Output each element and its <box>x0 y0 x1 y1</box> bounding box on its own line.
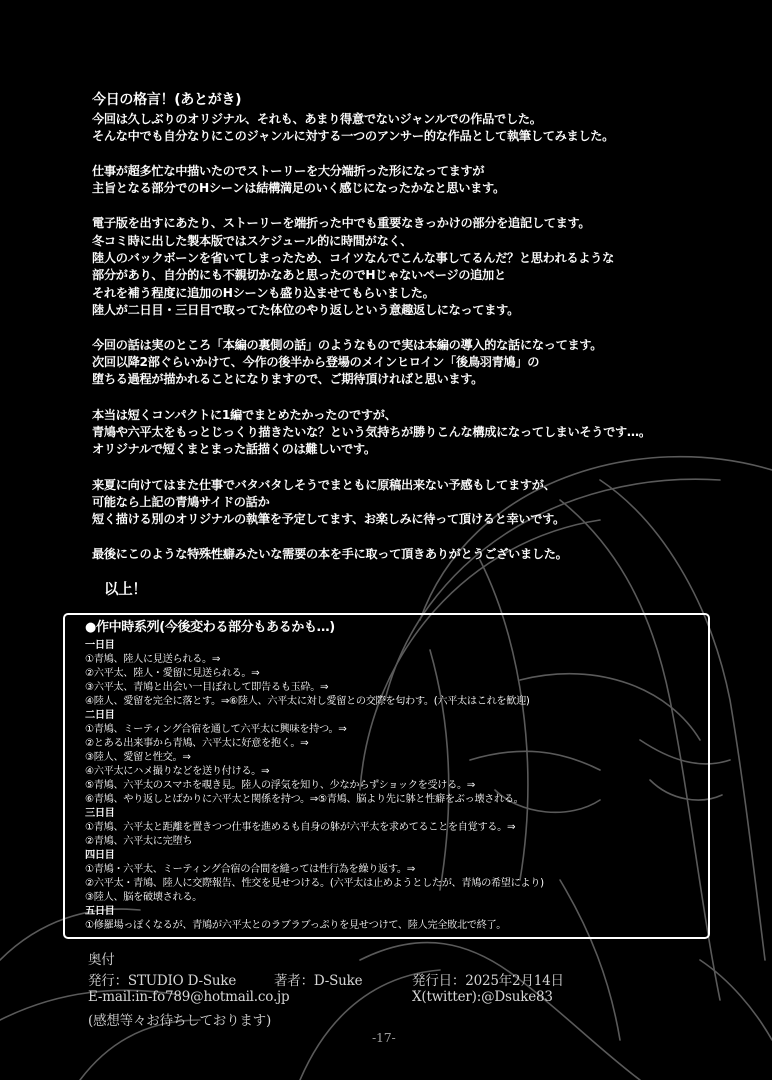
afterword-line: そんな中でも自分なりにこのジャンルに対する一つのアンサー的な作品として執筆してみました。 <box>92 129 615 143</box>
colophon-twitter: X(twitter):@Dsuke83 <box>412 989 553 1005</box>
afterword-heading: 今日の格言！(あとがき) <box>92 92 242 108</box>
afterword-line: 最後にこのような特殊性癖みたいな需要の本を手に取って頂きありがとうございました。 <box>92 547 568 561</box>
afterword-line: 部分があり、自分的にも不親切かなあと思ったのでHじゃないページの追加と <box>92 268 506 282</box>
timeline-event: ⑥青鳩、やり返しとばかりに六平太と関係を持つ。⇒⑤青鳩、脳より先に躰と性癖をぶっ壊される。 <box>85 794 524 805</box>
timeline-box <box>63 613 710 939</box>
afterword-line: 来夏に向けてはまた仕事でバタバタしそうでまともに原稿出来ない予感もしてますが、 <box>92 478 556 492</box>
timeline-day-label: 四日目 <box>85 850 115 861</box>
timeline-day-label: 一日目 <box>85 640 115 651</box>
timeline-event: ①青鳩、ミーティング合宿を通して六平太に興味を持つ。⇒ <box>85 724 347 735</box>
colophon-date: 発行日：2025年2月14日 <box>412 973 564 989</box>
timeline-event: ②六平太、陸人・愛留に見送られる。⇒ <box>85 668 260 679</box>
colophon-heading: 奥付 <box>88 952 115 968</box>
afterword-line: 冬コミ時に出した製本版ではスケジュール的に時間がなく、 <box>92 234 412 248</box>
colophon-publisher: 発行：STUDIO D-Suke <box>88 973 237 989</box>
afterword-conclusion: 以上！ <box>104 582 147 598</box>
afterword-line: 主旨となる部分でのHシーンは結構満足のいく感じになったかなと思います。 <box>92 181 505 195</box>
timeline-event: ③陸人、愛留と性交。⇒ <box>85 752 191 763</box>
afterword-line: 今回は久しぶりのオリジナル、それも、あまり得意でないジャンルでの作品でした。 <box>92 112 542 126</box>
timeline-day-label: 三日目 <box>85 808 115 819</box>
timeline-event: ①青鳩・六平太、ミーティング合宿の合間を縫っては性行為を繰り返す。⇒ <box>85 864 415 875</box>
timeline-event: ①修羅場っぽくなるが、青鳩が六平太とのラブラブっぷりを見せつけて、陸人完全敗北で終了。 <box>85 920 507 931</box>
timeline-event: ⑤青鳩、六平太のスマホを覗き見。陸人の浮気を知り、少なからずショックを受ける。⇒ <box>85 780 475 791</box>
timeline-event: ④陸人、愛留を完全に落とす。⇒⑥陸人、六平太に対し愛留との交際を匂わす。(六平太はこれを歓迎) <box>85 696 530 707</box>
page-number: -17- <box>372 1030 396 1045</box>
afterword-line: 電子版を出すにあたり、ストーリーを端折った中でも重要なきっかけの部分を追記してます。 <box>92 216 591 230</box>
afterword-line: 可能なら上記の青鳩サイドの話か <box>92 495 270 509</box>
afterword-line: 次回以降2部ぐらいかけて、今作の後半から登場のメインヒロイン「後鳥羽青鳩」の <box>92 355 540 369</box>
timeline-title: ●作中時系列(今後変わる部分もあるかも…) <box>85 620 335 635</box>
timeline-event: ②青鳩、六平太に完堕ち <box>85 836 193 847</box>
colophon-email: E-mail:in-fo789@hotmail.co.jp <box>88 989 290 1005</box>
timeline-event: ②とある出来事から青鳩、六平太に好意を抱く。⇒ <box>85 738 309 749</box>
afterword-line: 短く描ける別のオリジナルの執筆を予定してます、お楽しみに待って頂けると幸いです。 <box>92 512 565 526</box>
afterword-line: それを補う程度に追加のHシーンも盛り込ませてもらいました。 <box>92 286 435 300</box>
afterword-line: 仕事が超多忙な中描いたのでストーリーを大分端折った形になってますが <box>92 164 485 178</box>
timeline-day-label: 五日目 <box>85 906 115 917</box>
timeline-event: ③六平太、青鳩と出会い一目ぼれして即告るも玉砕。⇒ <box>85 682 329 693</box>
timeline-event: ④六平太にハメ撮りなどを送り付ける。⇒ <box>85 766 270 777</box>
afterword-line: オリジナルで短くまとまった話描くのは難しいです。 <box>92 442 376 456</box>
afterword-line: 本当は短くコンパクトに1編でまとめたかったのですが、 <box>92 408 397 422</box>
afterword-line: 陸人のバックボーンを省いてしまったため、コイツなんでこんな事してるんだ？と思われるような <box>92 251 614 265</box>
timeline-event: ①青鳩、六平太と距離を置きつつ仕事を進めるも自身の躰が六平太を求めてることを自覚する。⇒ <box>85 822 516 833</box>
colophon-note: (感想等々お待ちしております) <box>88 1013 272 1029</box>
timeline-event: ②六平太・青鳩、陸人に交際報告、性交を見せつける。(六平太は止めようとしたが、青鳩の希望により) <box>85 878 544 889</box>
afterword-line: 今回の話は実のところ「本編の裏側の話」のようなもので実は本編の導入的な話になってます。 <box>92 338 603 352</box>
timeline-event: ①青鳩、陸人に見送られる。⇒ <box>85 654 221 665</box>
afterword-line: 青鳩や六平太をもっとじっくり描きたいな？という気持ちが勝りこんな構成になってしまいそうです…。 <box>92 425 651 439</box>
colophon-author: 著者：D-Suke <box>274 973 363 989</box>
timeline-day-label: 二日目 <box>85 710 115 721</box>
afterword-line: 陸人が二日目・三日目で取ってた体位のやり返しという意趣返しになってます。 <box>92 303 519 317</box>
afterword-line: 堕ちる過程が描かれることになりますので、ご期待頂ければと思います。 <box>92 372 484 386</box>
timeline-event: ③陸人、脳を破壊される。 <box>85 892 202 903</box>
